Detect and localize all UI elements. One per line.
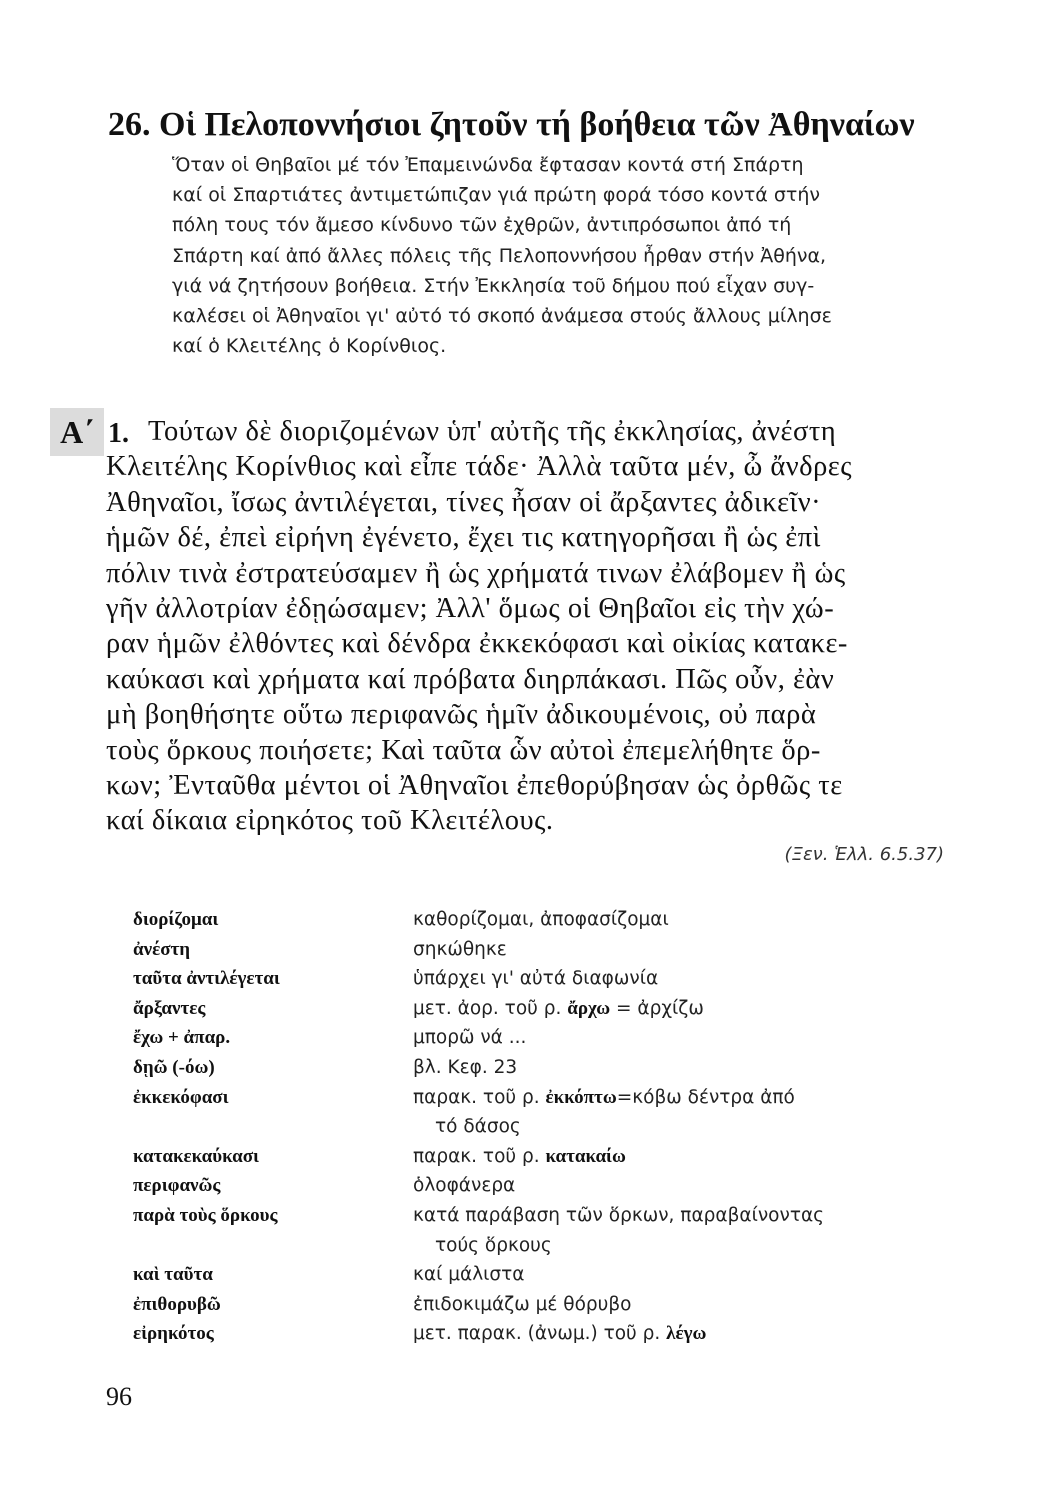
intro-line: καί οἱ Σπαρτιάτες ἀντιμετώπιζαν γιά πρώτη φορά τόσο κοντά στήν: [172, 184, 820, 207]
glossary-term: ἀνέστη: [133, 938, 191, 960]
glossary-definition: κατά παράβαση τῶν ὅρκων, παραβαίνοντας τούς ὅρκους: [413, 1204, 825, 1256]
passage-line: ραν ἡμῶν ἐλθόντες καὶ δένδρα ἐκκεκόφασι καὶ οἰκίας κατακε-: [106, 628, 848, 660]
chapter-title: 26. Οἱ Πελοποννήσιοι ζητοῦν τή βοήθεια τῶν Ἀθηναίων: [108, 105, 915, 143]
passage-line: Κλειτέλης Κορίνθιος καὶ εἶπε τάδε· Ἀλλὰ ταῦτα μέν, ὦ ἄνδρες: [106, 451, 853, 483]
intro-line: καί ὁ Κλειτέλης ὁ Κορίνθιος.: [172, 335, 447, 358]
glossary-definition: βλ. Κεφ. 23: [413, 1056, 518, 1078]
glossary-row: [133, 935, 933, 965]
glossary-definition: μετ. παρακ. (ἀνωμ.) τοῦ ρ. λέγω: [413, 1323, 707, 1345]
glossary-term: κατακεκαύκασι: [133, 1145, 259, 1167]
glossary-term: ἔχω + ἀπαρ.: [133, 1027, 231, 1049]
glossary-definition: παρακ. τοῦ ρ. ἐκκόπτω=κόβω δέντρα ἀπό τό δάσος: [413, 1086, 795, 1138]
glossary-term: ἄρξαντες: [133, 997, 206, 1019]
glossary-term: δῃῶ (-όω): [133, 1056, 215, 1078]
glossary-row: [133, 1171, 933, 1201]
glossary-term: ταῦτα ἀντιλέγεται: [133, 968, 280, 990]
glossary-row: [133, 1023, 933, 1053]
glossary-row: [133, 905, 933, 935]
passage-line: μὴ βοηθήσητε οὕτω περιφανῶς ἡμῖν ἀδικουμένοις, οὐ παρὰ: [106, 699, 817, 731]
glossary-row: [133, 1083, 933, 1142]
passage-line: Ἀθηναῖοι, ἴσως ἀντιλέγεται, τίνες ἦσαν οἱ ἄρξαντες ἀδικεῖν·: [106, 486, 822, 518]
page-number: 96: [106, 1382, 132, 1411]
glossary-definition: παρακ. τοῦ ρ. κατακαίω: [413, 1145, 626, 1167]
intro-line: καλέσει οἱ Ἀθηναῖοι γι' αὐτό τό σκοπό ἀνάμεσα στούς ἄλλους μίλησε: [172, 305, 832, 328]
paragraph-number: 1.: [108, 418, 129, 449]
source-citation: (Ξεν. Ἑλλ. 6.5.37): [784, 844, 944, 865]
section-marker: Α΄: [50, 408, 104, 456]
glossary-term: περιφανῶς: [133, 1175, 221, 1197]
passage-line: τοὺς ὅρκους ποιήσετε; Καὶ ταῦτα ὧν αὐτοὶ ἐπεμελήθητε ὅρ-: [106, 734, 821, 766]
intro-line: Ὅταν οἱ Θηβαῖοι μέ τόν Ἐπαμεινώνδα ἔφτασαν κοντά στή Σπάρτη: [172, 154, 804, 176]
passage-line: ἡμῶν δέ, ἐπεὶ εἰρήνη ἐγένετο, ἔχει τις κατηγορῆσαι ἢ ὡς ἐπὶ: [106, 522, 821, 554]
glossary-row: [133, 1142, 933, 1172]
glossary-definition: ὁλοφάνερα: [413, 1175, 516, 1197]
glossary-definition: μετ. ἀορ. τοῦ ρ. ἄρχω = ἀρχίζω: [413, 997, 704, 1019]
glossary-term: διορίζομαι: [133, 909, 219, 930]
passage-line: κων; Ἐνταῦθα μέντοι οἱ Ἀθηναῖοι ἐπεθορύβησαν ὡς ὀρθῶς τε: [106, 770, 843, 802]
glossary-definition: καί μάλιστα: [413, 1264, 525, 1286]
intro-line: Σπάρτη καί ἀπό ἄλλες πόλεις τῆς Πελοποννήσου ἦρθαν στήν Ἀθήνα,: [172, 244, 827, 267]
passage-line: καί δίκαια εἰρηκότος τοῦ Κλειτέλους.: [106, 805, 554, 837]
glossary-row: [133, 994, 933, 1024]
glossary-definition: ἐπιδοκιμάζω μέ θόρυβο: [413, 1293, 632, 1315]
glossary-term: ἐπιθορυβῶ: [133, 1293, 221, 1315]
intro-line: πόλη τους τόν ἄμεσο κίνδυνο τῶν ἐχθρῶν, ἀντιπρόσωποι ἀπό τή: [172, 214, 792, 237]
glossary-row: [133, 1260, 933, 1290]
passage-line: Τούτων δὲ διοριζομένων ὑπ' αὐτῆς τῆς ἐκκλησίας, ἀνέστη: [148, 416, 837, 447]
passage-line: πόλιν τινὰ ἐστρατεύσαμεν ἢ ὡς χρήματά τινων ἐλάβομεν ἢ ὡς: [106, 557, 846, 589]
glossary-row: [133, 1053, 933, 1083]
intro-line: γιά νά ζητήσουν βοήθεια. Στήν Ἐκκλησία τοῦ δήμου πού εἶχαν συγ-: [172, 274, 815, 297]
glossary-row: [133, 1319, 933, 1349]
glossary: [133, 905, 933, 1349]
glossary-definition: ὑπάρχει γι' αὐτά διαφωνία: [413, 968, 659, 990]
passage-line: γῆν ἀλλοτρίαν ἐδῃώσαμεν; Ἀλλ' ὅμως οἱ Θηβαῖοι εἰς τὴν χώ-: [106, 593, 835, 625]
glossary-term: ἐκκεκόφασι: [133, 1086, 229, 1108]
ancient-greek-passage: [106, 414, 966, 839]
glossary-row: [133, 1201, 933, 1260]
passage-line: καύκασι καὶ χρήματα καί πρόβατα διηρπάκασι. Πῶς οὖν, ἐὰν: [106, 663, 835, 695]
glossary-definition: καθορίζομαι, ἀποφασίζομαι: [413, 909, 669, 930]
intro-paragraph: [172, 150, 972, 361]
glossary-row: [133, 964, 933, 994]
glossary-term: καὶ ταῦτα: [133, 1264, 213, 1286]
glossary-term: παρὰ τοὺς ὅρκους: [133, 1204, 278, 1226]
glossary-row: [133, 1290, 933, 1320]
glossary-term: εἰρηκότος: [133, 1323, 214, 1345]
glossary-definition: σηκώθηκε: [413, 938, 507, 960]
glossary-definition: μπορῶ νά ...: [413, 1027, 527, 1049]
